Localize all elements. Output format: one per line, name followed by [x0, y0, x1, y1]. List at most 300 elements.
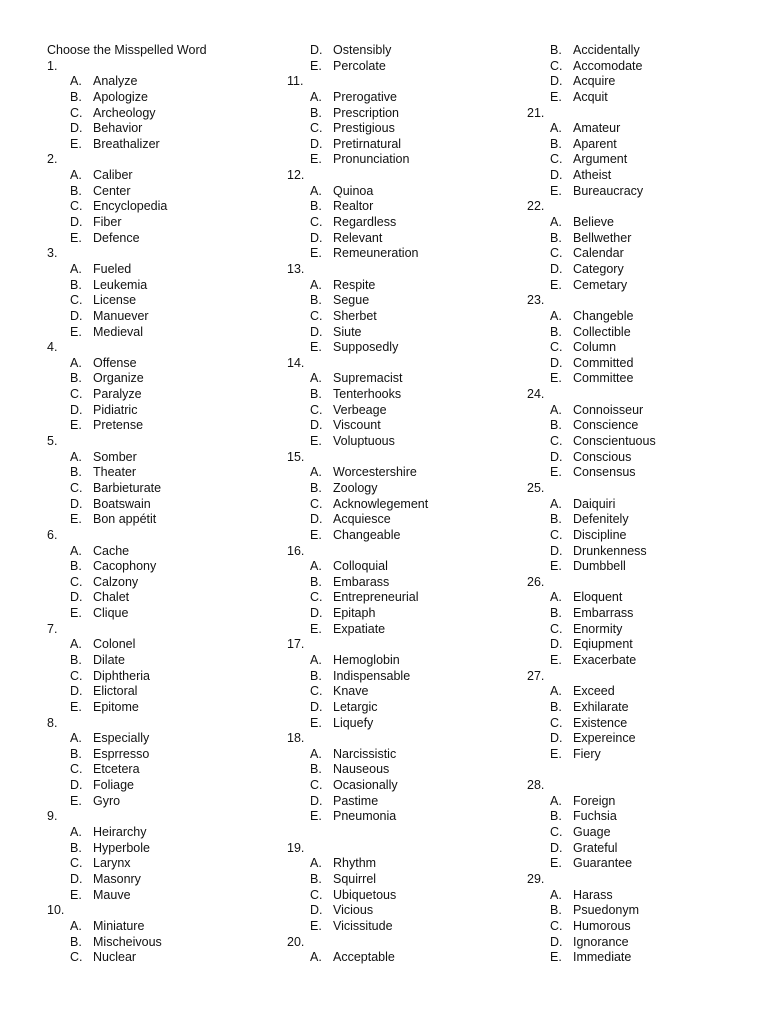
- option-letter: E.: [550, 183, 562, 198]
- option-letter: C.: [310, 778, 323, 793]
- option-word: Pneumonia: [333, 809, 397, 824]
- option-letter: D.: [70, 308, 83, 323]
- answer-option: [527, 403, 656, 419]
- option-word: Changeable: [333, 527, 401, 542]
- option-word: Supremacist: [333, 371, 403, 386]
- option-letter: A.: [550, 308, 562, 323]
- answer-option: [287, 762, 428, 778]
- option-letter: D.: [70, 590, 83, 605]
- answer-option: [47, 653, 207, 669]
- option-word: Dilate: [93, 652, 125, 667]
- answer-option: [287, 278, 428, 294]
- option-word: Fiery: [573, 746, 601, 761]
- option-letter: A.: [70, 168, 82, 183]
- question-number: 11.: [287, 74, 304, 89]
- option-word: Collectible: [573, 324, 631, 339]
- option-word: Vicissitude: [333, 918, 393, 933]
- option-word: Pastime: [333, 793, 379, 808]
- option-word: Category: [573, 261, 624, 276]
- option-word: Fiber: [93, 215, 122, 230]
- answer-option: [527, 606, 656, 622]
- answer-option: [527, 325, 656, 341]
- answer-option: [287, 747, 428, 763]
- option-word: Offense: [93, 355, 137, 370]
- answer-option: [47, 278, 207, 294]
- option-word: Daiquiri: [573, 496, 616, 511]
- option-letter: E.: [550, 559, 562, 574]
- answer-option: [287, 903, 428, 919]
- option-word: Leukemia: [93, 277, 148, 292]
- option-letter: B.: [550, 418, 562, 433]
- answer-option: [527, 152, 656, 168]
- option-word: Existence: [573, 715, 628, 730]
- answer-option: [527, 278, 656, 294]
- answer-option: [287, 309, 428, 325]
- option-word: Enormity: [573, 621, 623, 636]
- answer-option: [527, 747, 656, 763]
- option-letter: B.: [550, 512, 562, 527]
- option-letter: A.: [550, 684, 562, 699]
- option-letter: B.: [70, 89, 82, 104]
- option-word: Foliage: [93, 778, 134, 793]
- option-letter: E.: [70, 887, 82, 902]
- option-letter: A.: [310, 950, 322, 965]
- option-letter: E.: [310, 527, 322, 542]
- answer-option: [287, 919, 428, 935]
- option-word: Eloquent: [573, 590, 623, 605]
- option-word: Knave: [333, 684, 369, 699]
- answer-option: [287, 700, 428, 716]
- answer-option: [47, 606, 207, 622]
- option-word: Gyro: [93, 793, 121, 808]
- answer-option: [527, 684, 656, 700]
- option-letter: C.: [70, 574, 83, 589]
- answer-option: [287, 606, 428, 622]
- option-word: Masonry: [93, 871, 141, 886]
- option-word: Colloquial: [333, 559, 388, 574]
- option-word: Percolate: [333, 58, 386, 73]
- option-letter: D.: [70, 871, 83, 886]
- option-letter: E.: [550, 89, 562, 104]
- option-letter: E.: [310, 809, 322, 824]
- option-word: Exacerbate: [573, 652, 637, 667]
- answer-option: [527, 856, 656, 872]
- answer-option: [47, 450, 207, 466]
- option-word: Heirarchy: [93, 825, 147, 840]
- answer-option: [287, 622, 428, 638]
- answer-option: [527, 950, 656, 966]
- option-letter: A.: [70, 918, 82, 933]
- option-word: Pronunciation: [333, 152, 410, 167]
- option-letter: C.: [550, 715, 563, 730]
- option-letter: D.: [70, 496, 83, 511]
- option-word: Realtor: [333, 199, 374, 214]
- answer-option: [287, 340, 428, 356]
- option-word: Cemetary: [573, 277, 628, 292]
- option-word: Consensus: [573, 465, 636, 480]
- answer-option: [527, 184, 656, 200]
- answer-option: [287, 371, 428, 387]
- option-word: Embarass: [333, 574, 390, 589]
- option-letter: E.: [310, 58, 322, 73]
- option-letter: D.: [70, 121, 83, 136]
- option-word: Expatiate: [333, 621, 386, 636]
- question-number: 15.: [287, 449, 305, 464]
- option-letter: D.: [550, 731, 563, 746]
- spacer: [527, 762, 656, 778]
- answer-option: [47, 544, 207, 560]
- column-2: [287, 43, 428, 966]
- option-word: Diphtheria: [93, 668, 150, 683]
- answer-option: [47, 137, 207, 153]
- option-word: Especially: [93, 731, 150, 746]
- answer-option: [287, 888, 428, 904]
- option-word: Tenterhooks: [333, 387, 402, 402]
- option-letter: D.: [310, 324, 323, 339]
- answer-option: [287, 59, 428, 75]
- option-word: Manuever: [93, 308, 149, 323]
- option-letter: D.: [550, 168, 563, 183]
- option-word: Humorous: [573, 918, 631, 933]
- answer-option: [527, 935, 656, 951]
- option-word: Ostensibly: [333, 43, 392, 57]
- option-word: Prescription: [333, 105, 399, 120]
- option-word: Accidentally: [573, 43, 640, 57]
- option-letter: D.: [310, 43, 323, 57]
- option-word: Vicious: [333, 903, 374, 918]
- option-letter: C.: [550, 246, 563, 261]
- option-letter: C.: [550, 434, 563, 449]
- option-word: Relevant: [333, 230, 383, 245]
- option-word: Epitome: [93, 699, 139, 714]
- option-word: Chalet: [93, 590, 130, 605]
- spacer: [287, 825, 428, 841]
- answer-option: [287, 575, 428, 591]
- option-letter: C.: [550, 621, 563, 636]
- answer-option: [287, 559, 428, 575]
- option-letter: C.: [310, 402, 323, 417]
- option-word: Behavior: [93, 121, 143, 136]
- option-letter: B.: [550, 809, 562, 824]
- answer-option: [287, 246, 428, 262]
- option-word: Rhythm: [333, 856, 377, 871]
- answer-option: [287, 325, 428, 341]
- option-letter: E.: [550, 856, 562, 871]
- answer-option: [287, 184, 428, 200]
- option-letter: B.: [310, 480, 322, 495]
- option-word: Medieval: [93, 324, 144, 339]
- option-letter: E.: [70, 418, 82, 433]
- answer-option: [287, 497, 428, 513]
- answer-option: [527, 731, 656, 747]
- option-letter: E.: [310, 621, 322, 636]
- option-word: Viscount: [333, 418, 381, 433]
- answer-option: [527, 262, 656, 278]
- answer-option: [47, 794, 207, 810]
- option-word: Committee: [573, 371, 634, 386]
- answer-option: [527, 637, 656, 653]
- option-word: Embarrass: [573, 606, 634, 621]
- option-word: Indispensable: [333, 668, 411, 683]
- option-letter: C.: [310, 887, 323, 902]
- option-word: Ocasionally: [333, 778, 398, 793]
- option-word: Connoisseur: [573, 402, 644, 417]
- option-letter: B.: [70, 371, 82, 386]
- option-letter: E.: [70, 512, 82, 527]
- option-letter: B.: [70, 559, 82, 574]
- answer-option: [287, 684, 428, 700]
- option-word: Voluptuous: [333, 434, 395, 449]
- answer-option: [47, 825, 207, 841]
- option-word: Barbieturate: [93, 480, 162, 495]
- option-letter: B.: [310, 105, 322, 120]
- option-word: Sherbet: [333, 308, 377, 323]
- question-number: 13.: [287, 261, 305, 276]
- option-word: Defence: [93, 230, 140, 245]
- answer-option: [527, 356, 656, 372]
- option-letter: E.: [550, 746, 562, 761]
- option-word: Supposedly: [333, 340, 399, 355]
- answer-option: [287, 778, 428, 794]
- option-letter: C.: [70, 105, 83, 120]
- answer-option: [47, 512, 207, 528]
- option-letter: A.: [310, 856, 322, 871]
- question-number: 27.: [527, 668, 545, 683]
- answer-option: [47, 262, 207, 278]
- question-number: 20.: [287, 934, 305, 949]
- answer-option: [47, 215, 207, 231]
- option-word: Hyperbole: [93, 840, 150, 855]
- option-word: Eqiupment: [573, 637, 633, 652]
- answer-option: [527, 465, 656, 481]
- option-word: Pretirnatural: [333, 136, 402, 151]
- option-letter: D.: [310, 606, 323, 621]
- option-word: Respite: [333, 277, 376, 292]
- option-word: Changeble: [573, 308, 634, 323]
- question-number: 18.: [287, 731, 305, 746]
- answer-option: [47, 199, 207, 215]
- option-letter: D.: [310, 136, 323, 151]
- answer-option: [287, 403, 428, 419]
- answer-option: [287, 669, 428, 685]
- option-letter: C.: [550, 918, 563, 933]
- option-letter: D.: [310, 699, 323, 714]
- option-word: Caliber: [93, 168, 133, 183]
- option-letter: C.: [70, 387, 83, 402]
- answer-option: [47, 403, 207, 419]
- option-letter: C.: [70, 856, 83, 871]
- question-number: 28.: [527, 778, 545, 793]
- answer-option: [47, 106, 207, 122]
- answer-option: [527, 450, 656, 466]
- option-letter: D.: [310, 903, 323, 918]
- option-word: Acknowlegement: [333, 496, 429, 511]
- answer-option: [527, 246, 656, 262]
- question-number: 16.: [287, 543, 305, 558]
- answer-option: [47, 778, 207, 794]
- option-letter: B.: [70, 934, 82, 949]
- option-word: Calzony: [93, 574, 139, 589]
- option-letter: D.: [310, 793, 323, 808]
- option-letter: B.: [70, 746, 82, 761]
- answer-option: [527, 309, 656, 325]
- option-letter: C.: [310, 121, 323, 136]
- option-word: Center: [93, 183, 131, 198]
- option-letter: E.: [70, 324, 82, 339]
- option-word: Conscience: [573, 418, 639, 433]
- question-number: 24.: [527, 387, 545, 402]
- answer-option: [47, 637, 207, 653]
- option-word: Defenitely: [573, 512, 629, 527]
- option-letter: C.: [70, 480, 83, 495]
- option-word: Etcetera: [93, 762, 140, 777]
- option-word: Column: [573, 340, 617, 355]
- question-number: 2.: [47, 152, 58, 167]
- question-number: 4.: [47, 340, 58, 355]
- answer-option: [527, 622, 656, 638]
- answer-option: [47, 762, 207, 778]
- option-word: Guage: [573, 825, 611, 840]
- question-number: 25.: [527, 480, 545, 495]
- option-word: Nuclear: [93, 950, 137, 965]
- answer-option: [527, 700, 656, 716]
- option-word: Prestigious: [333, 121, 395, 136]
- answer-option: [47, 700, 207, 716]
- option-word: Acquiesce: [333, 512, 391, 527]
- option-word: Believe: [573, 215, 614, 230]
- question-number: 21.: [527, 105, 545, 120]
- option-word: Analyze: [93, 74, 138, 89]
- option-word: Grateful: [573, 840, 618, 855]
- answer-option: [47, 481, 207, 497]
- question-number: 5.: [47, 434, 58, 449]
- option-letter: B.: [550, 43, 562, 57]
- answer-option: [47, 841, 207, 857]
- answer-option: [287, 590, 428, 606]
- option-letter: E.: [310, 434, 322, 449]
- option-letter: A.: [70, 449, 82, 464]
- page-title: Choose the Misspelled Word: [47, 43, 207, 57]
- answer-option: [287, 43, 428, 59]
- answer-option: [47, 465, 207, 481]
- answer-option: [287, 528, 428, 544]
- option-letter: E.: [550, 950, 562, 965]
- option-word: Atheist: [573, 168, 612, 183]
- answer-option: [287, 856, 428, 872]
- answer-option: [287, 794, 428, 810]
- question-number: 22.: [527, 199, 545, 214]
- answer-option: [527, 888, 656, 904]
- option-word: Paralyze: [93, 387, 142, 402]
- option-letter: B.: [310, 762, 322, 777]
- option-word: Squirrel: [333, 871, 377, 886]
- question-number: 6.: [47, 527, 58, 542]
- option-word: Mauve: [93, 887, 131, 902]
- option-letter: D.: [70, 402, 83, 417]
- option-word: Acquire: [573, 74, 616, 89]
- option-letter: E.: [310, 152, 322, 167]
- answer-option: [527, 340, 656, 356]
- question-number: 17.: [287, 637, 305, 652]
- option-word: Hemoglobin: [333, 652, 400, 667]
- option-letter: A.: [550, 215, 562, 230]
- option-letter: A.: [310, 746, 322, 761]
- option-word: Encyclopedia: [93, 199, 168, 214]
- answer-option: [287, 950, 428, 966]
- answer-option: [527, 74, 656, 90]
- answer-option: [287, 293, 428, 309]
- answer-option: [47, 888, 207, 904]
- option-letter: B.: [310, 387, 322, 402]
- option-word: Drunkenness: [573, 543, 647, 558]
- question-number: 7.: [47, 621, 58, 636]
- option-word: Larynx: [93, 856, 131, 871]
- question-number: 26.: [527, 574, 545, 589]
- option-letter: C.: [70, 293, 83, 308]
- answer-option: [47, 935, 207, 951]
- option-letter: D.: [310, 418, 323, 433]
- option-word: Calendar: [573, 246, 624, 261]
- option-word: Acceptable: [333, 950, 395, 965]
- option-letter: C.: [550, 340, 563, 355]
- option-letter: E.: [310, 340, 322, 355]
- answer-option: [47, 356, 207, 372]
- option-word: Prerogative: [333, 89, 397, 104]
- option-letter: D.: [550, 74, 563, 89]
- option-letter: B.: [310, 871, 322, 886]
- answer-option: [527, 43, 656, 59]
- option-letter: E.: [70, 699, 82, 714]
- option-letter: B.: [310, 668, 322, 683]
- option-letter: A.: [310, 89, 322, 104]
- option-letter: B.: [70, 840, 82, 855]
- option-letter: B.: [550, 324, 562, 339]
- option-letter: D.: [550, 934, 563, 949]
- answer-option: [287, 418, 428, 434]
- option-letter: B.: [310, 574, 322, 589]
- option-word: Bureaucracy: [573, 183, 644, 198]
- option-letter: B.: [310, 199, 322, 214]
- answer-option: [287, 653, 428, 669]
- option-letter: E.: [70, 230, 82, 245]
- answer-option: [527, 544, 656, 560]
- option-letter: A.: [70, 543, 82, 558]
- question-number: 3.: [47, 246, 58, 261]
- question-number: 19.: [287, 840, 305, 855]
- option-letter: D.: [550, 449, 563, 464]
- option-letter: D.: [550, 637, 563, 652]
- option-letter: A.: [70, 355, 82, 370]
- option-word: Remeuneration: [333, 246, 419, 261]
- question-number: 1.: [47, 58, 58, 73]
- option-word: Archeology: [93, 105, 156, 120]
- option-word: Zoology: [333, 480, 378, 495]
- option-word: Foreign: [573, 793, 616, 808]
- option-letter: A.: [310, 277, 322, 292]
- option-letter: B.: [550, 699, 562, 714]
- option-word: Psuedonym: [573, 903, 640, 918]
- answer-option: [527, 559, 656, 575]
- option-word: Conscious: [573, 449, 632, 464]
- option-letter: A.: [550, 496, 562, 511]
- option-letter: A.: [70, 261, 82, 276]
- option-letter: A.: [70, 731, 82, 746]
- option-letter: B.: [550, 230, 562, 245]
- answer-option: [47, 919, 207, 935]
- option-letter: E.: [310, 246, 322, 261]
- answer-option: [47, 856, 207, 872]
- answer-option: [47, 74, 207, 90]
